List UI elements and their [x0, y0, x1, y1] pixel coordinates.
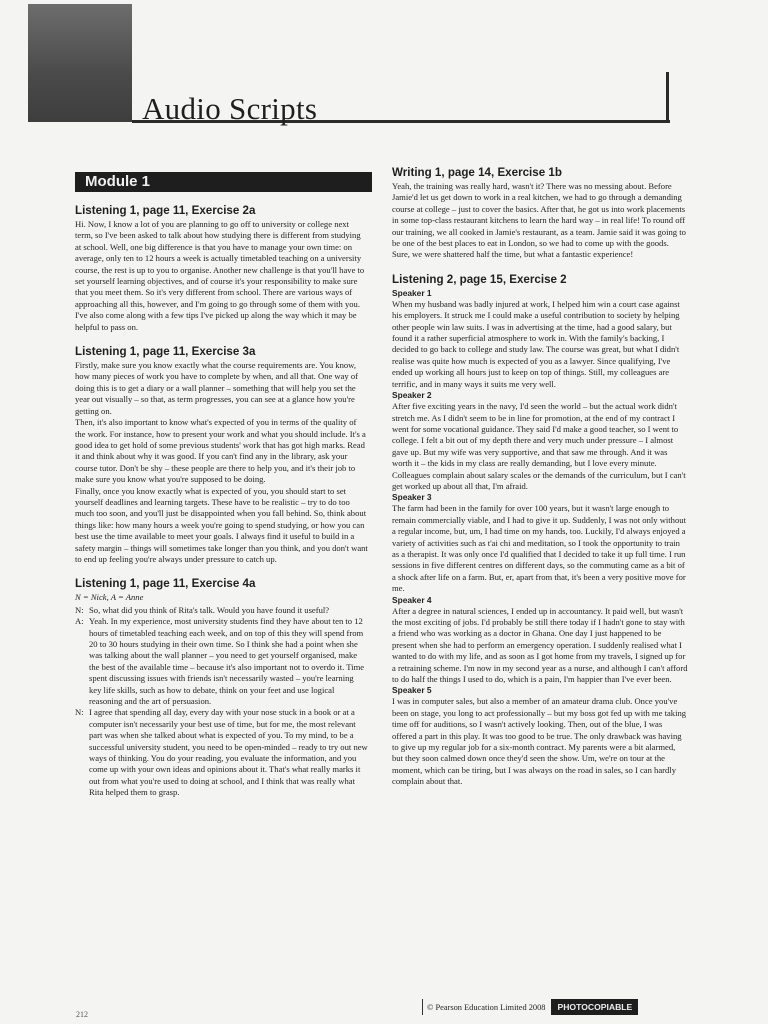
module-heading: Module 1 [75, 172, 372, 192]
dialogue-text: I agree that spending all day, every day with your nose stuck in a book or at a computer isn't necessarily your best use of time, but for me, the most relevant part was when she talked about what is expected of you. To my mind, to be a successful university student, you need to be open-minded – ready to try out new ways of thinking. You do your reading, you evaluate the information, and you come up with your own ideas and opinions about it. That's what really marks it out from what you're used to doing at school, and I think that was really what Rita helped them to grasp. [89, 707, 368, 798]
speaker-key: N = Nick, A = Anne [75, 592, 144, 603]
speaker-label: Speaker 5 [392, 685, 432, 696]
dialogue-line [75, 605, 368, 616]
speaker-text: After five exciting years in the navy, I'd seen the world – but the actual work didn't stretch me. As I didn't seem to be in line for promotion, at the end of my contract I went for some vocational guidance. They said I'd make a good teacher, so I went to college. I felt a bit out of my depth there and very much under pressure – I almost gave up. But my wife was very supportive, and that saw me through. And it was worth it – the kids in my class are really demanding, but I love every minute. Colleagues complain about salary scales or the demands of the curriculum, but I can't get worked up about all that, I'm afraid. [392, 401, 686, 491]
section-heading: Listening 1, page 11, Exercise 2a [75, 204, 256, 217]
speaker-text: After a degree in natural sciences, I ended up in accountancy. It paid well, but wasn't the most exciting of jobs. I'd probably be still there today if I hadn't gone to stay with a friend who was working as a doctor in Ghana. One day I just happened to be present when she had to perform an emergency operation. I suddenly realised what I wanted to do with my life, and as soon as I got home from my travels, I signed up for a retraining scheme. I'm now in my second year as a nurse, and although I can't afford to do half the things I used to do, which is a pain, I'm happier than I've ever been. [392, 605, 688, 685]
section-heading: Listening 1, page 11, Exercise 4a [75, 577, 256, 591]
footer [422, 999, 638, 1015]
right-column [392, 166, 688, 788]
section-text: Hi. Now, I know a lot of you are planning to go off to university or college next term, so I've been asked to talk about how studying there is different from studying at school. Well, one big difference is that you have to manage your own time: on average, only ten to 12 hours a week is actually timetabled teaching on a university course, the rest is up to you to organise. Another new challenge is that you'll have to set yourself learning objectives, and of course it's your responsibility to make sure that you meet them. So it's very different from school. There are various ways of approaching all this, however, and I'm going to go through some of them with you. I've also come along with a few tips I've picked up along the way which it may be helpful to pass on. [75, 219, 365, 332]
dialogue-speaker: N: [75, 604, 84, 615]
section-heading: Listening 2, page 15, Exercise 2 [392, 272, 567, 286]
section-paragraph: Finally, once you know exactly what is expected of you, you should start to set yourself deadlines and learning targets. These have to be realistic – try to do too much too soon, and you'll just be disappointed when you fall behind. So, think about things like: how many hours a week you're going to spend studying, or how you can best use the time available to meet your goals. I always find it useful to build in a safety margin – things will sometimes take longer than you think, and you don't want to end up feeling you're always under pressure to catch up. [75, 485, 368, 564]
speaker-text: I was in computer sales, but also a member of an amateur drama club. Once you've been on stage, you long to act professionally – but my boss got fed up with me taking time off for auditions, so I wasn't actively looking. Then, out of the blue, I was offered a part in this play. It was too good to be true. The only drawback was having to give up my regular job for a six-month contract. My parents were a bit alarmed, but they soon calmed down once they'd seen the show. Um, we're on tour at the moment, which can be tiring, but I was always on the road in sales, so I can hardly complain about that. [392, 696, 687, 787]
speaker-label: Speaker 1 [392, 287, 432, 298]
copyright-notice: © Pearson Education Limited 2008 [427, 1002, 546, 1012]
speaker-label: Speaker 3 [392, 492, 432, 503]
section-heading: Writing 1, page 14, Exercise 1b [392, 166, 562, 179]
speaker-label: Speaker 2 [392, 390, 432, 401]
footer-divider [422, 999, 423, 1015]
dialogue-text: So, what did you think of Rita's talk. Would you have found it useful? [89, 604, 330, 615]
section-paragraph: Firstly, make sure you know exactly what the course requirements are. You know, how many pieces of work you have to complete by when, and all that. One way of doing this is to get a diary or a wall planner – something that will help you set the year out visually – so that, as term progresses, you can see at a glance how you're getting on. [75, 360, 359, 416]
speaker-text: The farm had been in the family for over 100 years, but it wasn't large enough to remain commercially viable, and I had to give it up. Suddenly, I was not only without a regular income, but, um, I had time on my hands, too. Luckily, I'd always enjoyed a variety of activities such as t'ai chi and meditation, so I took the opportunity to train as a therapist. It was only once I'd qualified that I decided to take it up full time. I run sessions in five different centres on different days, so the commuting came as a bit of a shock after life on a farm. But, er, apart from that, it's been a very positive move for me. [392, 503, 686, 594]
speaker-text: When my husband was badly injured at work, I helped him win a court case against his employers. It struck me I could make a useful contribution to society by helping other people win law suits. I was in advertising at the time, had a good salary, but found it a rather superficial atmosphere to work in. With the family's backing, I decided to go back to college and study law. The course was great, but what I didn't realise was quite how much is expected of you as a lawyer. Since qualifying, I've ended up working all hours just to keep on top of things. Still, my colleagues are terrific, and in many ways it suits me very well. [392, 298, 680, 389]
dialogue-line [75, 616, 368, 707]
speaker-label: Speaker 4 [392, 594, 432, 605]
section-text: Yeah, the training was really hard, wasn't it? There was no messing about. Before Jamie'd let us get down to work in a real kitchen, we had to go through a demanding course at college – just to cover the basics. After that, he got us into work placements in some top-class restaurant kitchens to learn the hard way – in real life! To round off our training, we all cooked in Jamie's restaurant, as a team. Jamie said it was going to be one of the best places to eat in London, so we had to come up with the goods. Sure, we were shattered half the time, but what a fantastic experience! [392, 181, 686, 260]
section-heading: Listening 1, page 11, Exercise 3a [75, 345, 256, 359]
left-column [75, 172, 368, 799]
section-paragraph: Then, it's also important to know what's expected of you in terms of the quality of the work. For instance, how to present your work and what you should include. It's a good idea to get hold of some previous students' work that has got high marks. Read it and think about why it was good. If you can't find any in the library, ask your course tutor. Don't be shy – these people are there to help you, and it's their job to make sure you know what you're supposed to be doing. [75, 417, 366, 485]
page-title: Audio Scripts [142, 90, 318, 126]
photocopiable-badge: PHOTOCOPIABLE [551, 999, 638, 1015]
dialogue-speaker: N: [75, 707, 84, 718]
dialogue-speaker: A: [75, 616, 84, 627]
title-vertical-rule [666, 72, 669, 123]
dialogue-text: Yeah. In my experience, most university students find they have about ten to 12 hours of timetabled teaching each week, and on top of this they will spend from 20 to 30 hours studying in their own time. So I think she had a point when she was talking about the wall planner – you need to get yourself organised, make the best of the available time – because it's also important not to overdo it. Time spent discussing issues with friends isn't necessarily wasted – you're learning key life skills, such as how to debate, think on your feet and use logical reasoning and the art of persuasion. [89, 616, 365, 707]
dialogue-line [75, 707, 368, 798]
page-number: 212 [76, 1010, 88, 1019]
corner-tab-block [28, 4, 132, 122]
